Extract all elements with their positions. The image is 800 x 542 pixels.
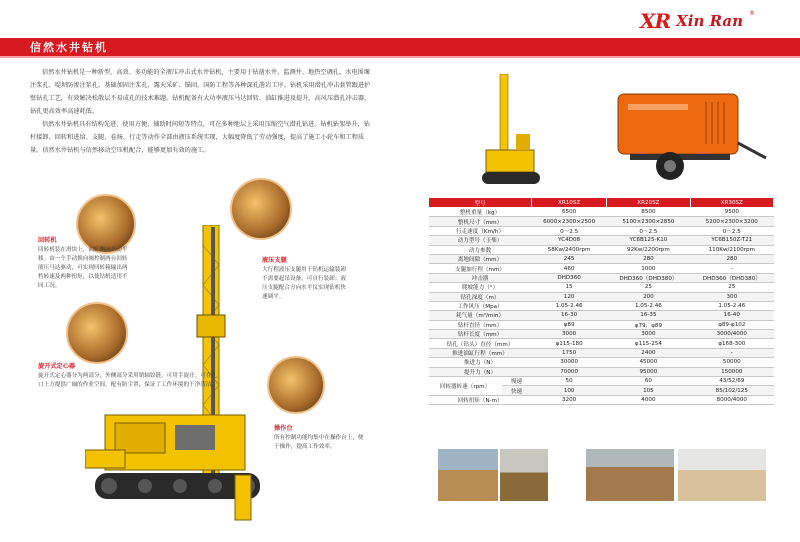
table-row xyxy=(429,254,774,263)
table-cell: 3000 xyxy=(532,330,607,339)
field-photo-1 xyxy=(438,449,498,501)
callout-text: 旋开式定心器分为两部分，外侧部分采用销轴铰链，可用手旋开。可在孔口上方提供广阔的作业空间，配有防尘罩，保证了工作环境的干净清洁。 xyxy=(38,373,218,388)
table-row xyxy=(429,358,774,367)
table-cell: 5200×2300×3200 xyxy=(690,217,773,226)
table-cell: 1.05-2.46 xyxy=(607,301,690,310)
row-label: 回转扭矩（N·m） xyxy=(429,395,532,404)
table-row xyxy=(429,395,774,404)
table-row xyxy=(429,348,774,357)
table-header-row xyxy=(429,198,774,208)
table-cell: 4000 xyxy=(607,395,690,404)
table-cell: 300 xyxy=(690,292,773,301)
table-cell: 9500 xyxy=(690,208,773,217)
table-cell: 460 xyxy=(532,264,607,273)
table-cell: φ89 xyxy=(532,320,607,329)
table-cell: - xyxy=(690,264,773,273)
field-photo-4 xyxy=(678,449,766,501)
table-cell: φ79、φ89 xyxy=(607,320,690,329)
callout-control-panel xyxy=(274,424,364,452)
row-label: 耗气量（m³/min） xyxy=(429,311,532,320)
intro-paragraph-2: 信然水井钻机具有结构先进、使用方便、辅助时间短等特点，可在多种地层上采用压缩空气潜孔钻进。钻机钻架举升、钻杆接卸、回转和进给、支腿、卷扬、行走等动作全部由液压系统实现，大幅度降低了劳动强度，提高了施工小轮车和工程质量。信然水井钻机与信然移动空压机配合，能够更加有效的施工。 xyxy=(30,121,370,154)
table-cell: 8000/4000 xyxy=(690,395,773,404)
table-row xyxy=(429,320,774,329)
callout-text: 回转机装在滑块上，油缸侧向自动平移。由一个手动换向阀控制两台回转液压马达驱动，可实现回转箱输出两档转速及两种扭矩，以使钻机适用不同工况。 xyxy=(38,247,128,289)
logo-mark: XR xyxy=(640,9,671,33)
callout-title: 回转机 xyxy=(38,237,57,244)
table-cell: φ115-180 xyxy=(532,339,607,348)
air-compressor-photo xyxy=(610,88,770,183)
table-cell: - xyxy=(690,348,773,357)
table-cell: 1750 xyxy=(532,348,607,357)
registered-mark: ® xyxy=(749,10,756,17)
table-row xyxy=(429,273,774,282)
table-cell: φ89-φ102 xyxy=(690,320,773,329)
table-row xyxy=(429,264,774,273)
field-photo-2 xyxy=(500,449,548,501)
table-cell: 25 xyxy=(607,283,690,292)
table-cell: 150000 xyxy=(690,367,773,376)
row-sublabel: 快速 xyxy=(502,386,532,395)
table-cell: 50000 xyxy=(690,358,773,367)
table-row xyxy=(429,208,774,217)
section-title: 信然水井钻机 xyxy=(30,41,108,54)
callout-hydraulic-leg xyxy=(262,256,350,302)
field-photo-3 xyxy=(586,449,674,501)
table-row xyxy=(429,377,774,386)
table-cell: 0～2.5 xyxy=(532,226,607,235)
row-sublabel: 慢速 xyxy=(502,377,532,386)
table-cell: 16-40 xyxy=(690,311,773,320)
row-label: 钻杆直径（mm） xyxy=(429,320,532,329)
table-cell: 0～2.5 xyxy=(690,226,773,235)
column-header: 型号 xyxy=(429,198,532,208)
column-header: XR10SZ xyxy=(532,198,607,208)
table-cell: 30000 xyxy=(532,358,607,367)
title-band xyxy=(0,38,800,56)
table-cell: 60 xyxy=(607,377,690,386)
table-cell: 8500 xyxy=(607,208,690,217)
table-cell: 120 xyxy=(532,292,607,301)
table-cell: 1.05-2.46 xyxy=(690,301,773,310)
table-cell: 70000 xyxy=(532,367,607,376)
table-cell: 16-30 xyxy=(532,311,607,320)
table-cell: 105 xyxy=(607,386,690,395)
table-cell: 100 xyxy=(532,386,607,395)
table-cell: 95000 xyxy=(607,367,690,376)
table-cell: 2400 xyxy=(607,348,690,357)
table-row xyxy=(429,236,774,245)
table-row xyxy=(429,283,774,292)
spec-table xyxy=(428,197,774,405)
row-label: 钻杆长度（mm） xyxy=(429,330,532,339)
callout-text: 大行程液压支腿用于钻机运输装卸不需要起吊设备，可自行装卸；液压支腿配合方向水平仪实现钻机快速调平。 xyxy=(262,267,346,300)
table-cell: 3200 xyxy=(532,395,607,404)
table-cell: 245 xyxy=(532,254,607,263)
table-cell: 200 xyxy=(607,292,690,301)
table-cell: YC4D08 xyxy=(532,236,607,245)
table-row xyxy=(429,367,774,376)
table-row xyxy=(429,301,774,310)
row-label: 爬坡能力（°） xyxy=(429,283,532,292)
row-label: 动力型号（玉柴） xyxy=(429,236,532,245)
table-cell: 15 xyxy=(532,283,607,292)
table-cell: 58Kw/2400rpm xyxy=(532,245,607,254)
table-cell: 280 xyxy=(690,254,773,263)
table-row xyxy=(429,330,774,339)
table-cell: 45000 xyxy=(607,358,690,367)
rig-side-photo xyxy=(476,74,546,190)
row-label: 离地间隙（mm） xyxy=(429,254,532,263)
table-cell: YC6B125-K10 xyxy=(607,236,690,245)
table-row xyxy=(429,217,774,226)
table-cell: DHD360（DHD380） xyxy=(607,273,690,282)
table-cell: 1.05-2.46 xyxy=(532,301,607,310)
column-header: XR30SZ xyxy=(690,198,773,208)
intro-paragraph-1: 信然水井钻机是一种新型、高效、多功能的全液压冲击式水井钻机，主要用于钻凿水井、监测井、地热空调孔、水电围堰注浆孔、堤坝防渗注浆孔、基础加固注浆孔、露天采矿、锚固、国防工程等各种深孔凿岩工序。钻机采用潜孔冲击套管跟进护壁钻孔工艺，有效解决松散层不易成孔的技术难题。钻机配备有大功率液压马达回转、油缸推进及提升、高风压潜孔冲击器，钻孔更高效率高速耗低。 xyxy=(30,69,371,115)
table-row xyxy=(429,339,774,348)
table-cell: 92Kw/2200rpm xyxy=(607,245,690,254)
table-cell: 43/52/69 xyxy=(690,377,773,386)
table-cell: 25 xyxy=(690,283,773,292)
table-cell: DHD360（DHD380） xyxy=(690,273,773,282)
table-row xyxy=(429,245,774,254)
table-cell: 85/102/125 xyxy=(690,386,773,395)
column-header: XR20SZ xyxy=(607,198,690,208)
table-cell: 16-35 xyxy=(607,311,690,320)
row-label: 行走速度（Km/h） xyxy=(429,226,532,235)
control-panel-detail-photo xyxy=(267,356,325,414)
callout-centralizer xyxy=(38,362,218,390)
table-row xyxy=(429,226,774,235)
row-label: 工作风压（Mpa） xyxy=(429,301,532,310)
hydraulic-leg-detail-photo xyxy=(230,178,292,240)
table-cell: φ168-300 xyxy=(690,339,773,348)
row-label: 动力参数 xyxy=(429,245,532,254)
table-cell: 3000 xyxy=(607,330,690,339)
table-cell: YC6B150Z-T21 xyxy=(690,236,773,245)
row-label: 钻孔（钻头）直径（mm） xyxy=(429,339,532,348)
table-cell: φ115-254 xyxy=(607,339,690,348)
intro-text xyxy=(30,66,375,157)
table-cell: 50 xyxy=(532,377,607,386)
row-label: 钻孔深度（m） xyxy=(429,292,532,301)
table-cell: 5100×2300×2850 xyxy=(607,217,690,226)
table-cell: 1000 xyxy=(607,264,690,273)
row-label: 推进油缸行程（mm） xyxy=(429,348,532,357)
row-label: 冲击器 xyxy=(429,273,532,282)
callout-title: 操作台 xyxy=(274,425,293,432)
table-cell: 6500 xyxy=(532,208,607,217)
callout-title: 旋开式定心器 xyxy=(38,363,76,370)
table-row xyxy=(429,292,774,301)
table-cell: DHD360 xyxy=(532,273,607,282)
row-label: 回转器转速（rpm） xyxy=(429,377,502,396)
table-cell: 110Kw/2100rpm xyxy=(690,245,773,254)
callout-text: 所有控制功能均集中在操作台上，便于操作，提高工作效率。 xyxy=(274,435,364,450)
brand-logo xyxy=(640,8,755,34)
row-label: 提升力（N） xyxy=(429,367,532,376)
row-label: 整机重量（kg） xyxy=(429,208,532,217)
row-label: 整机尺寸（mm） xyxy=(429,217,532,226)
table-cell: 3000/4000 xyxy=(690,330,773,339)
table-row xyxy=(429,311,774,320)
row-label: 推进力（N） xyxy=(429,358,532,367)
table-cell: 6000×2300×2500 xyxy=(532,217,607,226)
title-band-accent xyxy=(0,56,800,58)
logo-text: Xin Ran xyxy=(676,12,744,30)
callout-rotary-head xyxy=(38,236,130,291)
centralizer-detail-photo xyxy=(66,302,128,364)
row-label: 支腿加行程（mm） xyxy=(429,264,532,273)
callout-title: 液压支腿 xyxy=(262,257,287,264)
table-cell: 0～2.5 xyxy=(607,226,690,235)
table-cell: 280 xyxy=(607,254,690,263)
